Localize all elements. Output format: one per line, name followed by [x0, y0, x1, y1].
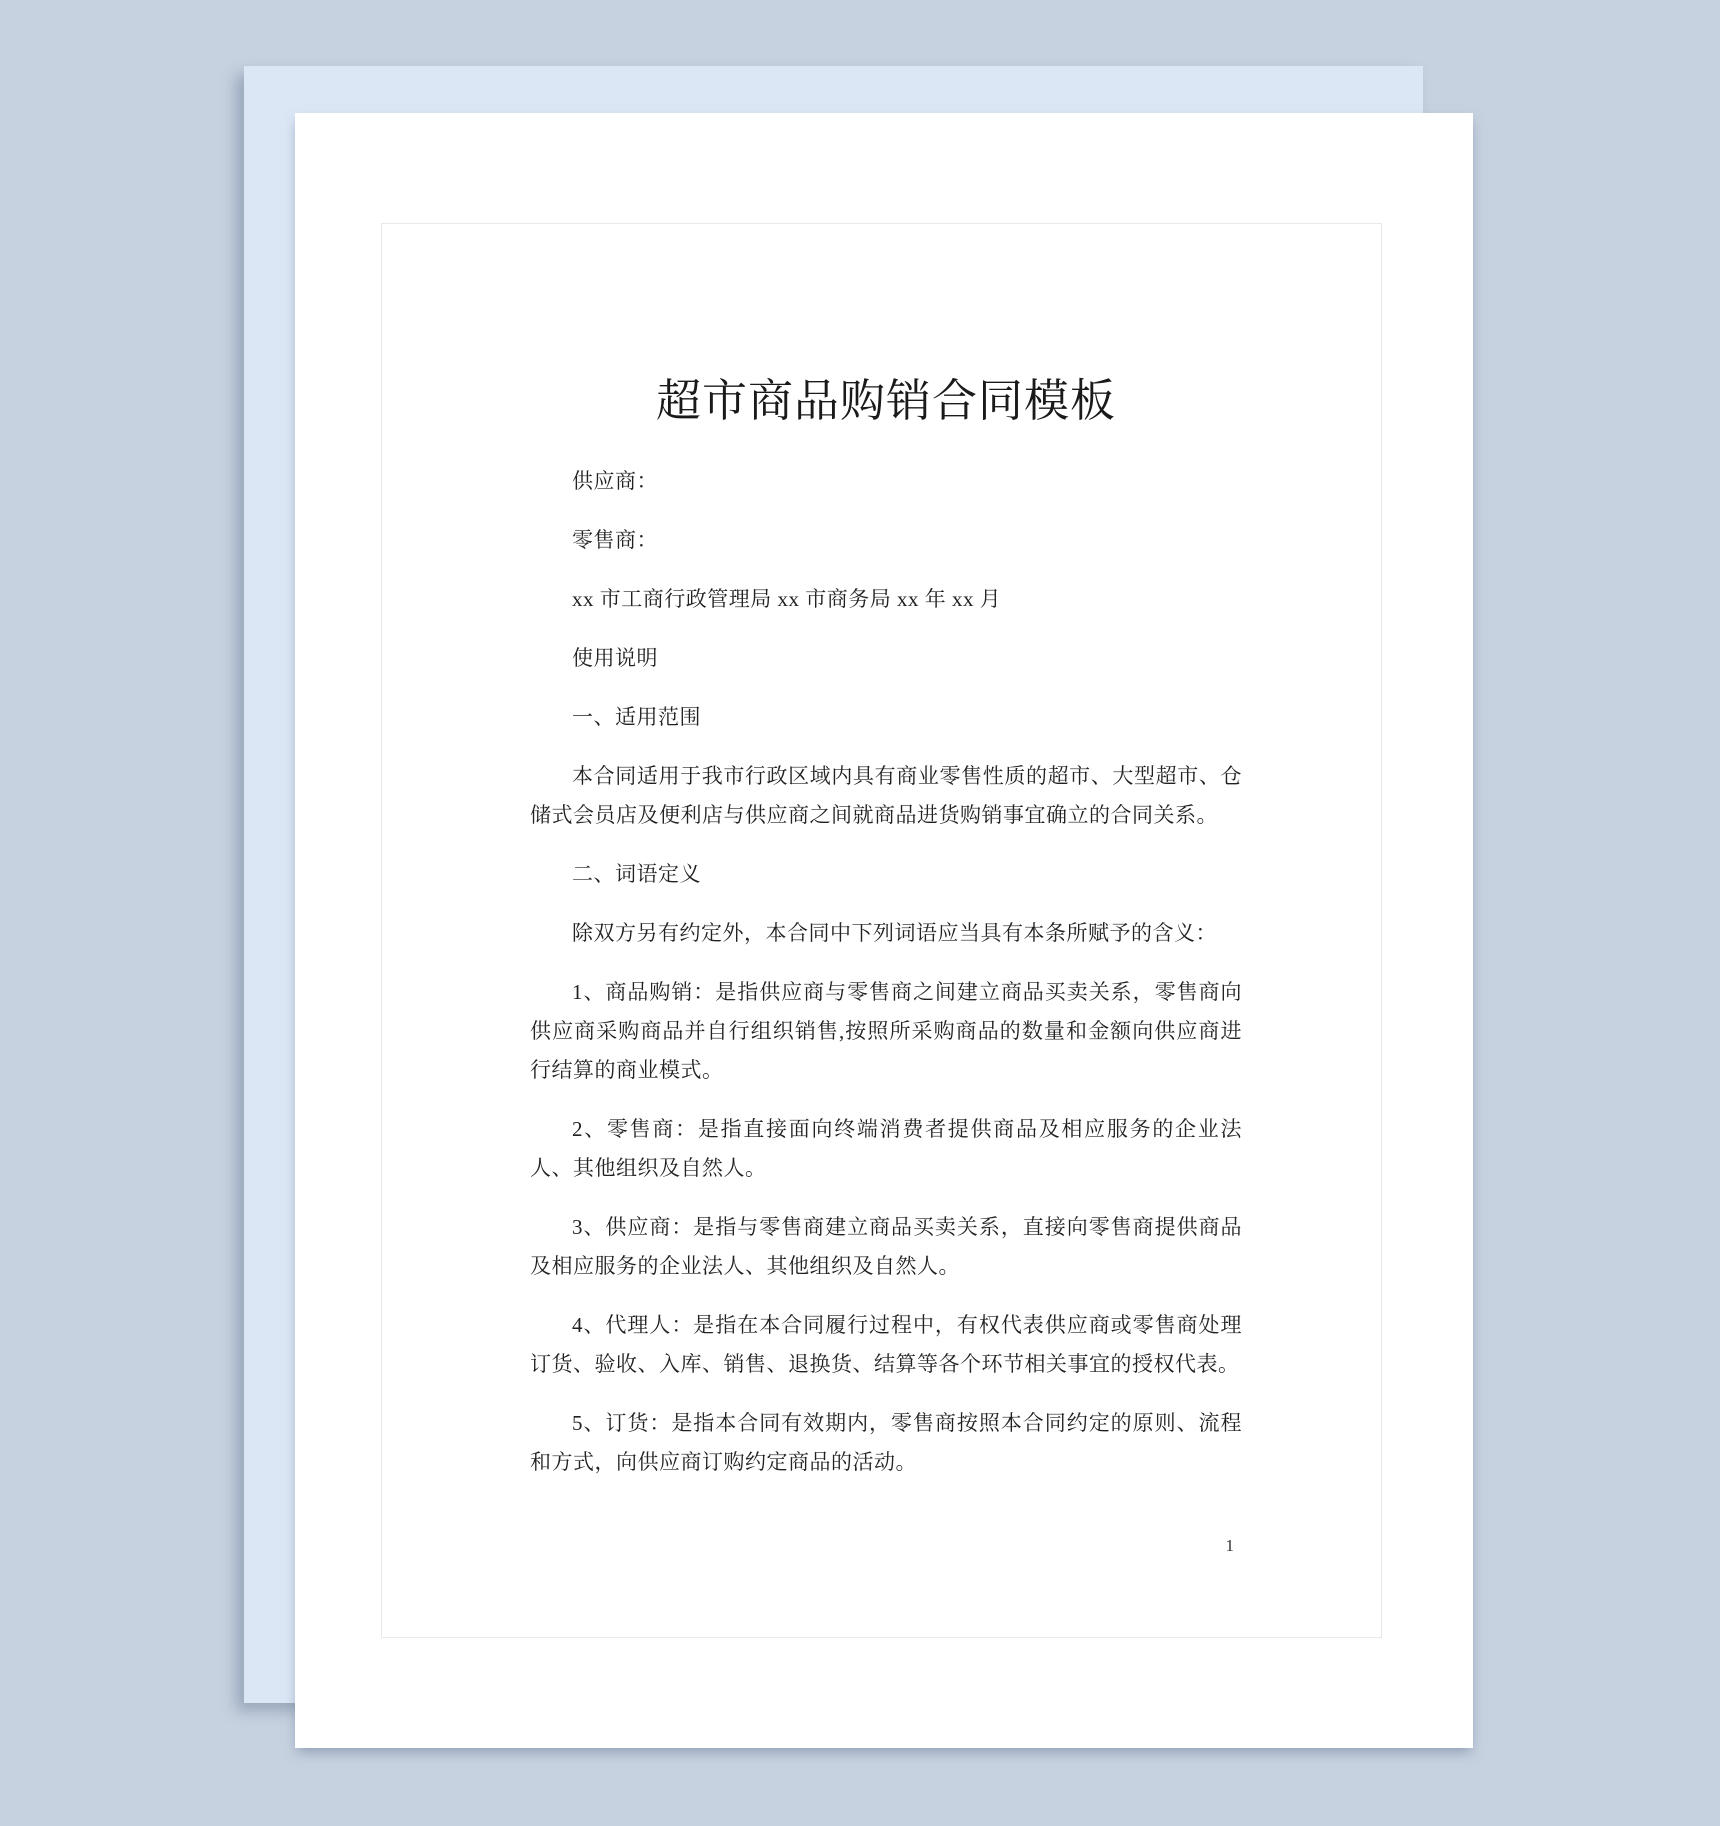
- paragraph: 二、词语定义: [572, 862, 701, 886]
- paragraph: 3、供应商：是指与零售商建立商品买卖关系，直接向零售商提供商品及相应服务的企业法人、其他组织及自然人。: [530, 1215, 1242, 1278]
- paragraph: 1、商品购销：是指供应商与零售商之间建立商品买卖关系，零售商向供应商采购商品并自行组织销售,按照所采购商品的数量和金额向供应商进行结算的商业模式。: [530, 980, 1242, 1082]
- page-number: 1: [1225, 1536, 1234, 1555]
- document-page: [295, 113, 1473, 1748]
- document-title: 超市商品购销合同模板: [655, 376, 1116, 426]
- paragraph: 4、代理人：是指在本合同履行过程中，有权代表供应商或零售商处理订货、验收、入库、销售、退换货、结算等各个环节相关事宜的授权代表。: [530, 1313, 1242, 1376]
- paragraph: 供应商：: [572, 469, 658, 493]
- document-content: [530, 113, 1242, 1502]
- paragraph: 本合同适用于我市行政区域内具有商业零售性质的超市、大型超市、仓储式会员店及便利店与供应商之间就商品进货购销事宜确立的合同关系。: [530, 764, 1242, 827]
- paragraph: 零售商：: [572, 528, 658, 552]
- paragraph: 5、订货：是指本合同有效期内，零售商按照本合同约定的原则、流程和方式，向供应商订购约定商品的活动。: [530, 1411, 1242, 1474]
- paragraph: xx 市工商行政管理局 xx 市商务局 xx 年 xx 月: [572, 587, 1002, 611]
- paragraph: 使用说明: [572, 646, 658, 670]
- paragraph: 2、零售商：是指直接面向终端消费者提供商品及相应服务的企业法人、其他组织及自然人。: [530, 1117, 1242, 1180]
- document-body: [530, 462, 1242, 1482]
- paragraph: 除双方另有约定外，本合同中下列词语应当具有本条所赋予的含义：: [572, 921, 1217, 945]
- paragraph: 一、适用范围: [572, 705, 701, 729]
